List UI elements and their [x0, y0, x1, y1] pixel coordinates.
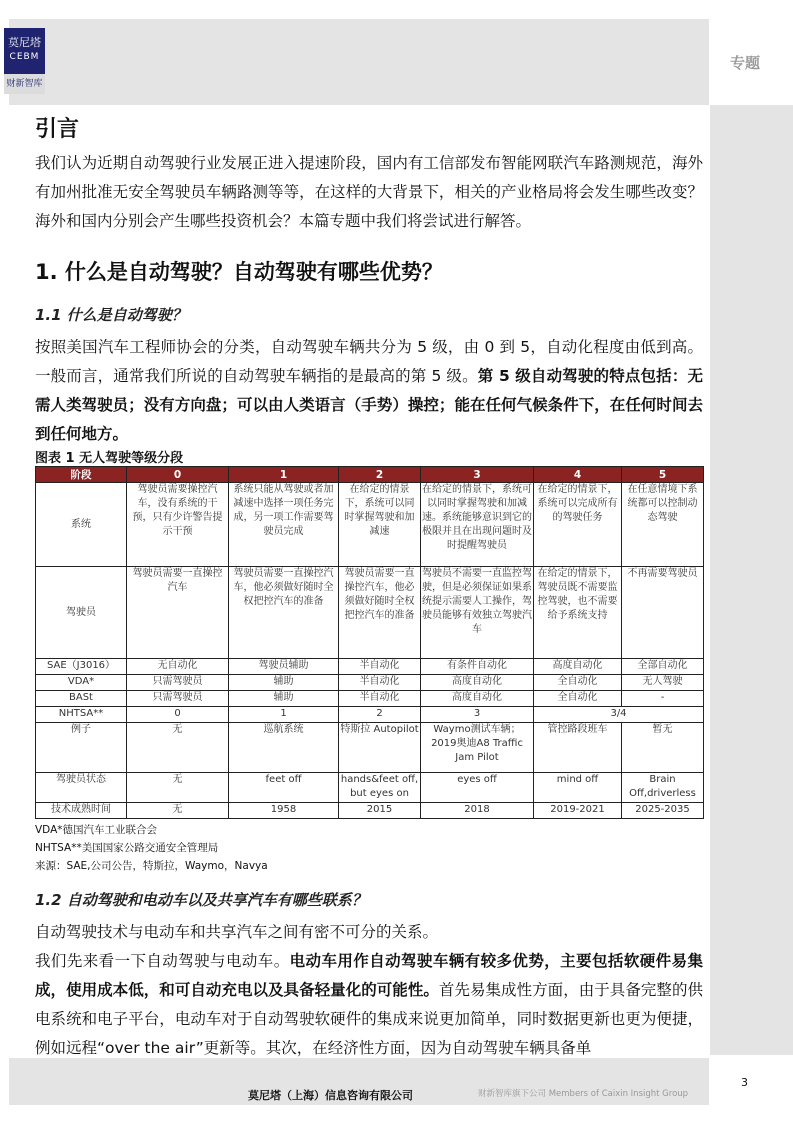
table-cell: Brain Off,driverless — [622, 773, 704, 803]
table-caption: 图表 1 无人驾驶等级分段 — [35, 451, 184, 466]
table-cell: 0 — [127, 707, 229, 723]
table-row — [36, 691, 704, 707]
row-label: 驾驶员状态 — [36, 773, 127, 803]
table-cell: 全自动化 — [534, 691, 622, 707]
table-cell: 特斯拉 Autopilot — [339, 723, 421, 773]
table-cell: 无 — [127, 723, 229, 773]
table-cell: 无自动化 — [127, 659, 229, 675]
table-cell: 驾驶员需要一直操控汽车 — [127, 567, 229, 659]
column-header: 2 — [339, 467, 421, 483]
logo-en: CEBM — [9, 52, 40, 62]
table-cell: 巡航系统 — [229, 723, 339, 773]
table-cell: 只需驾驶员 — [127, 675, 229, 691]
section-label: 专题 — [730, 54, 761, 72]
table-note: NHTSA**美国国家公路交通安全管理局 — [35, 842, 219, 854]
table-cell: 2025-2035 — [622, 803, 704, 819]
bold-text: 电动车用作自动驾驶车辆有较多优势，主要包括软硬件易集成，使用成本低，和可自动充电以及具备轻量化的可能性。 — [35, 952, 703, 999]
section-1-2-title: 1.2 自动驾驶和电动车以及共享汽车有哪些联系？ — [35, 891, 367, 909]
column-header: 0 — [127, 467, 229, 483]
intro-title: 引言 — [35, 117, 80, 142]
table-cell: mind off — [534, 773, 622, 803]
section-1-2-p2 — [35, 947, 703, 1063]
table-cell: 半自动化 — [339, 691, 421, 707]
footer-company: 莫尼塔（上海）信息咨询有限公司 — [248, 1089, 413, 1102]
table-cell: hands&feet off, but eyes on — [339, 773, 421, 803]
logo-cn: 莫尼塔 — [8, 36, 41, 49]
table-cell: 2019-2021 — [534, 803, 622, 819]
table-cell: 系统只能从驾驶或者加减速中选择一项任务完成，另一项工作需要驾驶员完成 — [229, 483, 339, 567]
levels-table — [35, 466, 704, 819]
table-cell: 驾驶员需要一直操控汽车，他必须做好随时全权把控汽车的准备 — [229, 567, 339, 659]
side-band — [710, 105, 793, 1055]
table-notes — [35, 821, 703, 875]
table-cell: 在给定的情景下，系统可以同时掌握驾驶和加减速 — [339, 483, 421, 567]
row-label: 系统 — [36, 483, 127, 567]
section-1-title: 1. 什么是自动驾驶？自动驾驶有哪些优势？ — [35, 260, 443, 284]
table-cell: 驾驶员辅助 — [229, 659, 339, 675]
table-note: VDA*德国汽车工业联合会 — [35, 824, 158, 836]
footer-group: 财新智库旗下公司 Members of Caixin Insight Group — [478, 1089, 689, 1099]
table-cell: 暂无 — [622, 723, 704, 773]
table-cell: 2018 — [421, 803, 534, 819]
table-cell: 有条件自动化 — [421, 659, 534, 675]
table-row — [36, 803, 704, 819]
table-cell: 全部自动化 — [622, 659, 704, 675]
table-cell: 3 — [421, 707, 534, 723]
column-header: 1 — [229, 467, 339, 483]
row-label: 技术成熟时间 — [36, 803, 127, 819]
table-cell: 只需驾驶员 — [127, 691, 229, 707]
table-note: 来源：SAE,公司公告，特斯拉，Waymo，Navya — [35, 860, 268, 872]
table-cell: 2 — [339, 707, 421, 723]
table-cell: 1958 — [229, 803, 339, 819]
logo-sub: 财新智库 — [4, 74, 45, 94]
row-label: BASt — [36, 691, 127, 707]
table-header — [36, 467, 704, 483]
table-cell: 高度自动化 — [421, 691, 534, 707]
table-cell: 全自动化 — [534, 675, 622, 691]
intro-text: 我们认为近期自动驾驶行业发展正进入提速阶段，国内有工信部发布智能网联汽车路测规范，海外有加州批准无安全驾驶员车辆路测等等，在这样的大背景下，相关的产业格局将会发生哪些改变？海外和国内分别会产生哪些投资机会？本篇专题中我们将尝试进行解答。 — [35, 154, 703, 230]
table-cell: 在给定的情景下，系统可以同时掌握驾驶和加减速。系统能够意识到它的极限并且在出现问题时及时提醒驾驶员 — [421, 483, 534, 567]
logo — [4, 28, 45, 94]
page-number: 3 — [741, 1076, 748, 1089]
table-cell: 3/4 — [534, 707, 704, 723]
table-cell: 无人驾驶 — [622, 675, 704, 691]
table-cell: 在任意情境下系统都可以控制动态驾驶 — [622, 483, 704, 567]
table-cell: 高度自动化 — [534, 659, 622, 675]
column-header: 4 — [534, 467, 622, 483]
table-row — [36, 483, 704, 567]
section-1-1-text — [35, 333, 703, 449]
row-label: NHTSA** — [36, 707, 127, 723]
table-cell: 驾驶员需要操控汽车，没有系统的干预，只有少许警告提示干预 — [127, 483, 229, 567]
table-cell: 半自动化 — [339, 675, 421, 691]
table-row — [36, 707, 704, 723]
bold-text: 第 5 级自动驾驶的特点包括：无需人类驾驶员；没有方向盘；可以由人类语言（手势）操控；能在任何气候条件下，在任何时间去到任何地方。 — [35, 367, 703, 443]
header-band — [9, 19, 709, 105]
text: 首先易集成性方面，由于具备完整的供电系统和电子平台，电动车对于自动驾驶软硬件的集成来说更加简单，同时数据更新也更为便捷，例如远程“over the air”更新等。其次，在经济性方面，因为自动驾驶车辆具备单 — [35, 981, 703, 1057]
column-header: 阶段 — [36, 467, 127, 483]
table-cell: 管控路段班车 — [534, 723, 622, 773]
table-row — [36, 675, 704, 691]
table-cell: - — [622, 691, 704, 707]
row-label: 驾驶员 — [36, 567, 127, 659]
table-row — [36, 659, 704, 675]
table-cell: 驾驶员不需要一直监控驾驶，但是必须保证如果系统提示需要人工操作，驾驶员能够有效独立驾驶汽车 — [421, 567, 534, 659]
table-cell: 辅助 — [229, 675, 339, 691]
table-cell: feet off — [229, 773, 339, 803]
table-row — [36, 773, 704, 803]
section-1-2-p1: 自动驾驶技术与电动车和共享汽车之间有密不可分的关系。 — [35, 923, 439, 941]
table-row — [36, 567, 704, 659]
table-cell: 在给定的情景下，系统可以完成所有的驾驶任务 — [534, 483, 622, 567]
table-cell: 高度自动化 — [421, 675, 534, 691]
table-cell: 驾驶员需要一直操控汽车，他必须做好随时全权把控汽车的准备 — [339, 567, 421, 659]
row-label: SAE（J3016） — [36, 659, 127, 675]
table-cell: 无 — [127, 773, 229, 803]
table-row — [36, 723, 704, 773]
text: 我们先来看一下自动驾驶与电动车。 — [35, 952, 290, 970]
table-cell: eyes off — [421, 773, 534, 803]
column-header: 5 — [622, 467, 704, 483]
column-header: 3 — [421, 467, 534, 483]
table-cell: 半自动化 — [339, 659, 421, 675]
table-cell: 辅助 — [229, 691, 339, 707]
table-cell: 在给定的情景下，驾驶员既不需要监控驾驶，也不需要给予系统支持 — [534, 567, 622, 659]
table-cell: 不再需要驾驶员 — [622, 567, 704, 659]
table-cell: 2015 — [339, 803, 421, 819]
content — [35, 112, 703, 1063]
table-cell: Waymo测试车辆；2019奥迪A8 Traffic Jam Pilot — [421, 723, 534, 773]
row-label: VDA* — [36, 675, 127, 691]
table-cell: 1 — [229, 707, 339, 723]
text: 按照美国汽车工程师协会的分类，自动驾驶车辆共分为 5 级，由 0 到 5，自动化程度由低到高。一般而言，通常我们所说的自动驾驶车辆指的是最高的第 5 级。 — [35, 338, 703, 385]
section-1-1-title: 1.1 什么是自动驾驶？ — [35, 306, 187, 324]
row-label: 例子 — [36, 723, 127, 773]
table-cell: 无 — [127, 803, 229, 819]
